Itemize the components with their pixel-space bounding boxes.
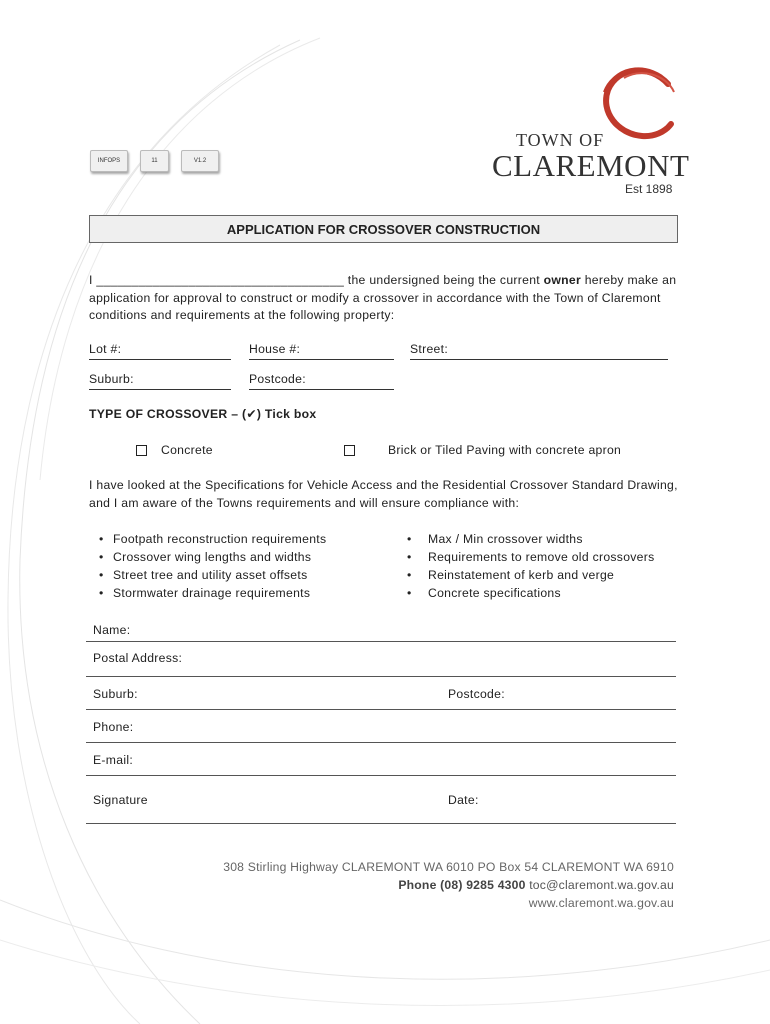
footer-address: 308 Stirling Highway CLAREMONT WA 6010 PO Box 54 CLAREMONT WA 6910: [223, 860, 674, 874]
list-item: • Crossover wing lengths and widths: [96, 548, 326, 566]
suburb-postcode-row[interactable]: [86, 676, 676, 710]
requirements-list-left: [96, 530, 326, 602]
requirements-list-right: [404, 530, 655, 602]
list-item: • Footpath reconstruction requirements: [96, 530, 326, 548]
document-tags: [90, 150, 219, 172]
brick-label: Brick or Tiled Paving with concrete apron: [388, 443, 622, 457]
footer-website[interactable]: www.claremont.wa.gov.au: [528, 896, 674, 910]
logo-established: Est 1898: [625, 182, 673, 196]
house-field[interactable]: [249, 342, 394, 360]
list-item: • Stormwater drainage requirements: [96, 584, 326, 602]
email-row[interactable]: [86, 742, 676, 776]
concrete-checkbox[interactable]: [136, 445, 147, 456]
date-label: Date:: [448, 793, 479, 807]
name-row[interactable]: [86, 615, 676, 642]
phone-label: Phone:: [93, 720, 134, 734]
suburb-field[interactable]: [89, 372, 231, 390]
tag-number: 11: [140, 150, 169, 172]
list-item: • Street tree and utility asset offsets: [96, 566, 326, 584]
postcode-label: Postcode:: [249, 372, 306, 386]
street-label: Street:: [410, 342, 449, 356]
house-label: House #:: [249, 342, 301, 356]
phone-row[interactable]: [86, 709, 676, 743]
signature-label: Signature: [93, 793, 148, 807]
specs-paragraph: I have looked at the Specifications for Vehicle Access and the Residential Crossover Standard Drawing, and I am aware of the Towns requirements and will ensure compliance with:: [89, 478, 678, 510]
list-item: • Reinstatement of kerb and verge: [404, 566, 655, 584]
lot-field[interactable]: [89, 342, 231, 360]
town-logo: [490, 62, 690, 200]
applicant-suburb-label: Suburb:: [93, 687, 138, 701]
brick-option[interactable]: [344, 443, 621, 457]
suburb-label: Suburb:: [89, 372, 134, 386]
tag-version: V1.2: [181, 150, 219, 172]
crossover-type-title: TYPE OF CROSSOVER – (✔) Tick box: [89, 407, 317, 421]
footer-contact: [223, 858, 674, 912]
intro-part1: I ___________________________________ the undersigned being the current: [89, 273, 544, 287]
lot-label: Lot #:: [89, 342, 122, 356]
footer-phone: Phone (08) 9285 4300: [398, 878, 526, 892]
list-item: • Requirements to remove old crossovers: [404, 548, 655, 566]
list-item: • Max / Min crossover widths: [404, 530, 655, 548]
postal-address-row[interactable]: [86, 641, 676, 677]
applicant-postcode-label: Postcode:: [448, 687, 505, 701]
signature-date-row[interactable]: [86, 775, 676, 824]
intro-owner: owner: [543, 273, 582, 287]
intro-part2: hereby make an application for approval to construct or modify a crossover in accordance with the Town of Claremont conditions and requirements at the following property:: [89, 273, 677, 322]
name-label: Name:: [93, 623, 131, 637]
footer-email[interactable]: toc@claremont.wa.gov.au: [529, 878, 674, 892]
concrete-option[interactable]: [136, 443, 213, 457]
footer-phone-line: [223, 876, 674, 894]
email-label: E-mail:: [93, 753, 134, 767]
form-title: APPLICATION FOR CROSSOVER CONSTRUCTION: [89, 215, 678, 243]
intro-paragraph: [89, 272, 679, 325]
logo-town-name: CLAREMONT: [492, 148, 690, 183]
concrete-label: Concrete: [161, 443, 213, 457]
logo-town-of: TOWN OF: [516, 130, 605, 150]
tag-infops: INFOPS: [90, 150, 128, 172]
postal-address-label: Postal Address:: [93, 651, 183, 665]
street-field[interactable]: [410, 342, 668, 360]
brick-checkbox[interactable]: [344, 445, 355, 456]
list-item: • Concrete specifications: [404, 584, 655, 602]
postcode-field[interactable]: [249, 372, 394, 390]
